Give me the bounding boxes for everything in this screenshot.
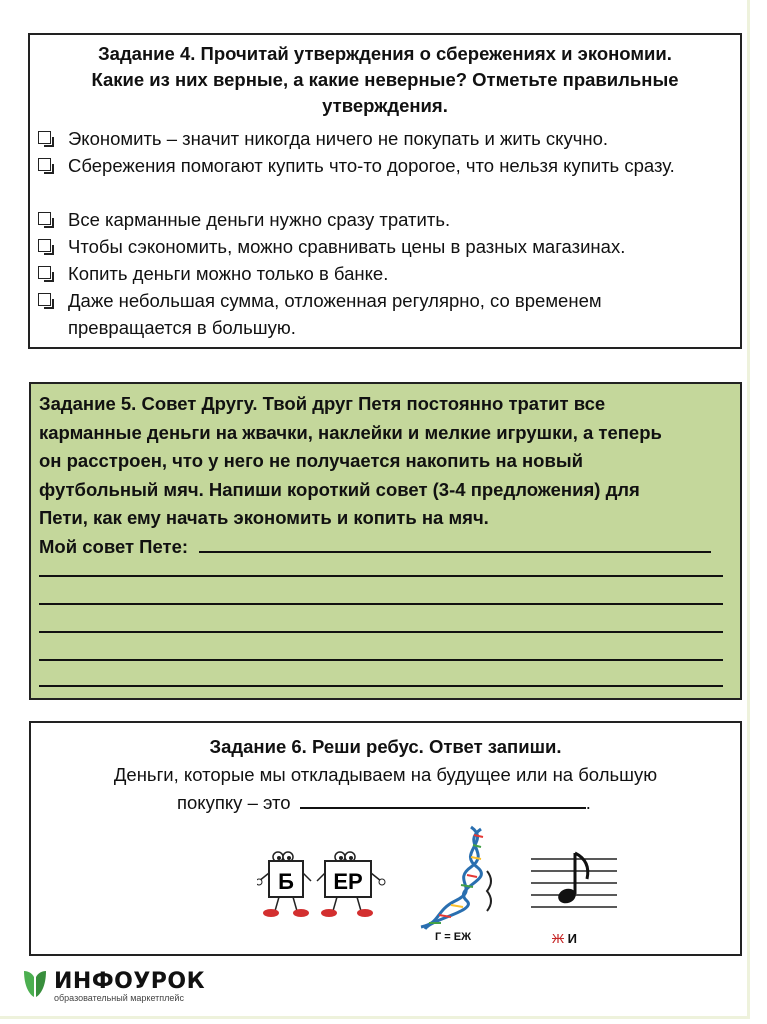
- statement-item: [38, 206, 726, 233]
- statement-item: [38, 287, 726, 341]
- statement-item: [38, 260, 726, 287]
- note-caption: [552, 931, 577, 946]
- task-4-box: [28, 33, 742, 349]
- infourok-logo[interactable]: [20, 965, 210, 1005]
- answer-label: Мой совет Пете:: [39, 535, 189, 557]
- logo-name: ИНФОУРОК: [54, 969, 206, 994]
- task-6-question: Деньги, которые мы откладываем на будущее или на большую: [113, 764, 658, 785]
- statement-text: Даже небольшая сумма, отложенная регулярно, со временем превращается в большую.: [68, 290, 602, 338]
- checkbox-icon[interactable]: [38, 158, 51, 171]
- statement-text: Копить деньги можно только в банке.: [68, 263, 389, 284]
- dna-helix-picture: [411, 823, 501, 931]
- task-5-line: он расстроен, что у него не получается накопить на новый: [39, 450, 584, 471]
- task-6-title: Задание 6. Реши ребус. Ответ запиши.: [209, 736, 562, 757]
- task-5-line: футбольный мяч. Напиши короткий совет (3-4 предложения) для: [39, 478, 640, 500]
- replacement-letter: И: [567, 931, 577, 946]
- task-4-title: Задание 4. Прочитай утверждения о сбережениях и экономии. Какие из них верные, а какие неверные? Отметьте правильные утверждения.: [91, 43, 679, 116]
- checkbox-icon[interactable]: [38, 266, 51, 279]
- rebus-letter-b: Б: [278, 869, 294, 894]
- answer-blank-line[interactable]: [39, 685, 723, 687]
- struck-letter: Ж: [552, 931, 565, 946]
- answer-blank-line[interactable]: [39, 659, 723, 661]
- statement-item: [38, 233, 726, 260]
- task-5-line: Задание 5. Совет Другу. Твой друг Петя постоянно тратит все: [39, 393, 606, 414]
- task-5-text: [39, 390, 732, 561]
- statement-text: Сбережения помогают купить что-то дорогое, что нельзя купить сразу.: [68, 155, 675, 176]
- question-prefix: покупку – это: [177, 792, 291, 813]
- answer-blank-line[interactable]: [39, 603, 723, 605]
- task-6-question-end: [177, 789, 591, 817]
- checkbox-icon[interactable]: [38, 131, 51, 144]
- task-5-line: Пети, как ему начать экономить и копить на мяч.: [39, 507, 489, 528]
- answer-line-label: [39, 533, 732, 562]
- leaf-logo-icon: [20, 967, 50, 999]
- walking-letters-picture: [257, 851, 397, 923]
- task-5-line: карманные деньги на жвачки, наклейки и мелкие игрушки, а теперь: [39, 421, 662, 443]
- answer-blank-line[interactable]: [39, 631, 723, 633]
- rebus-answer-blank[interactable]: [300, 791, 586, 809]
- task-5-box: [29, 382, 742, 700]
- statement-text: Чтобы сэкономить, можно сравнивать цены в разных магазинах.: [68, 236, 626, 257]
- statement-text: Все карманные деньги нужно сразу тратить.: [68, 209, 451, 230]
- dna-caption: Г = ЕЖ: [435, 931, 472, 943]
- answer-blank[interactable]: [199, 535, 711, 553]
- statement-item: [38, 125, 726, 152]
- statement-item: [38, 152, 726, 179]
- music-note-picture: [531, 851, 621, 915]
- answer-blank-line[interactable]: [39, 575, 723, 577]
- statement-text: Экономить – значит никогда ничего не покупать и жить скучно.: [68, 128, 608, 149]
- checkbox-icon[interactable]: [38, 212, 51, 225]
- task-6-box: [29, 721, 742, 956]
- logo-subtitle: образовательный маркетплейс: [54, 993, 184, 1003]
- rebus-letters-er: ЕР: [333, 869, 363, 894]
- checkbox-icon[interactable]: [38, 293, 51, 306]
- question-suffix: .: [585, 792, 591, 813]
- checkbox-icon[interactable]: [38, 239, 51, 252]
